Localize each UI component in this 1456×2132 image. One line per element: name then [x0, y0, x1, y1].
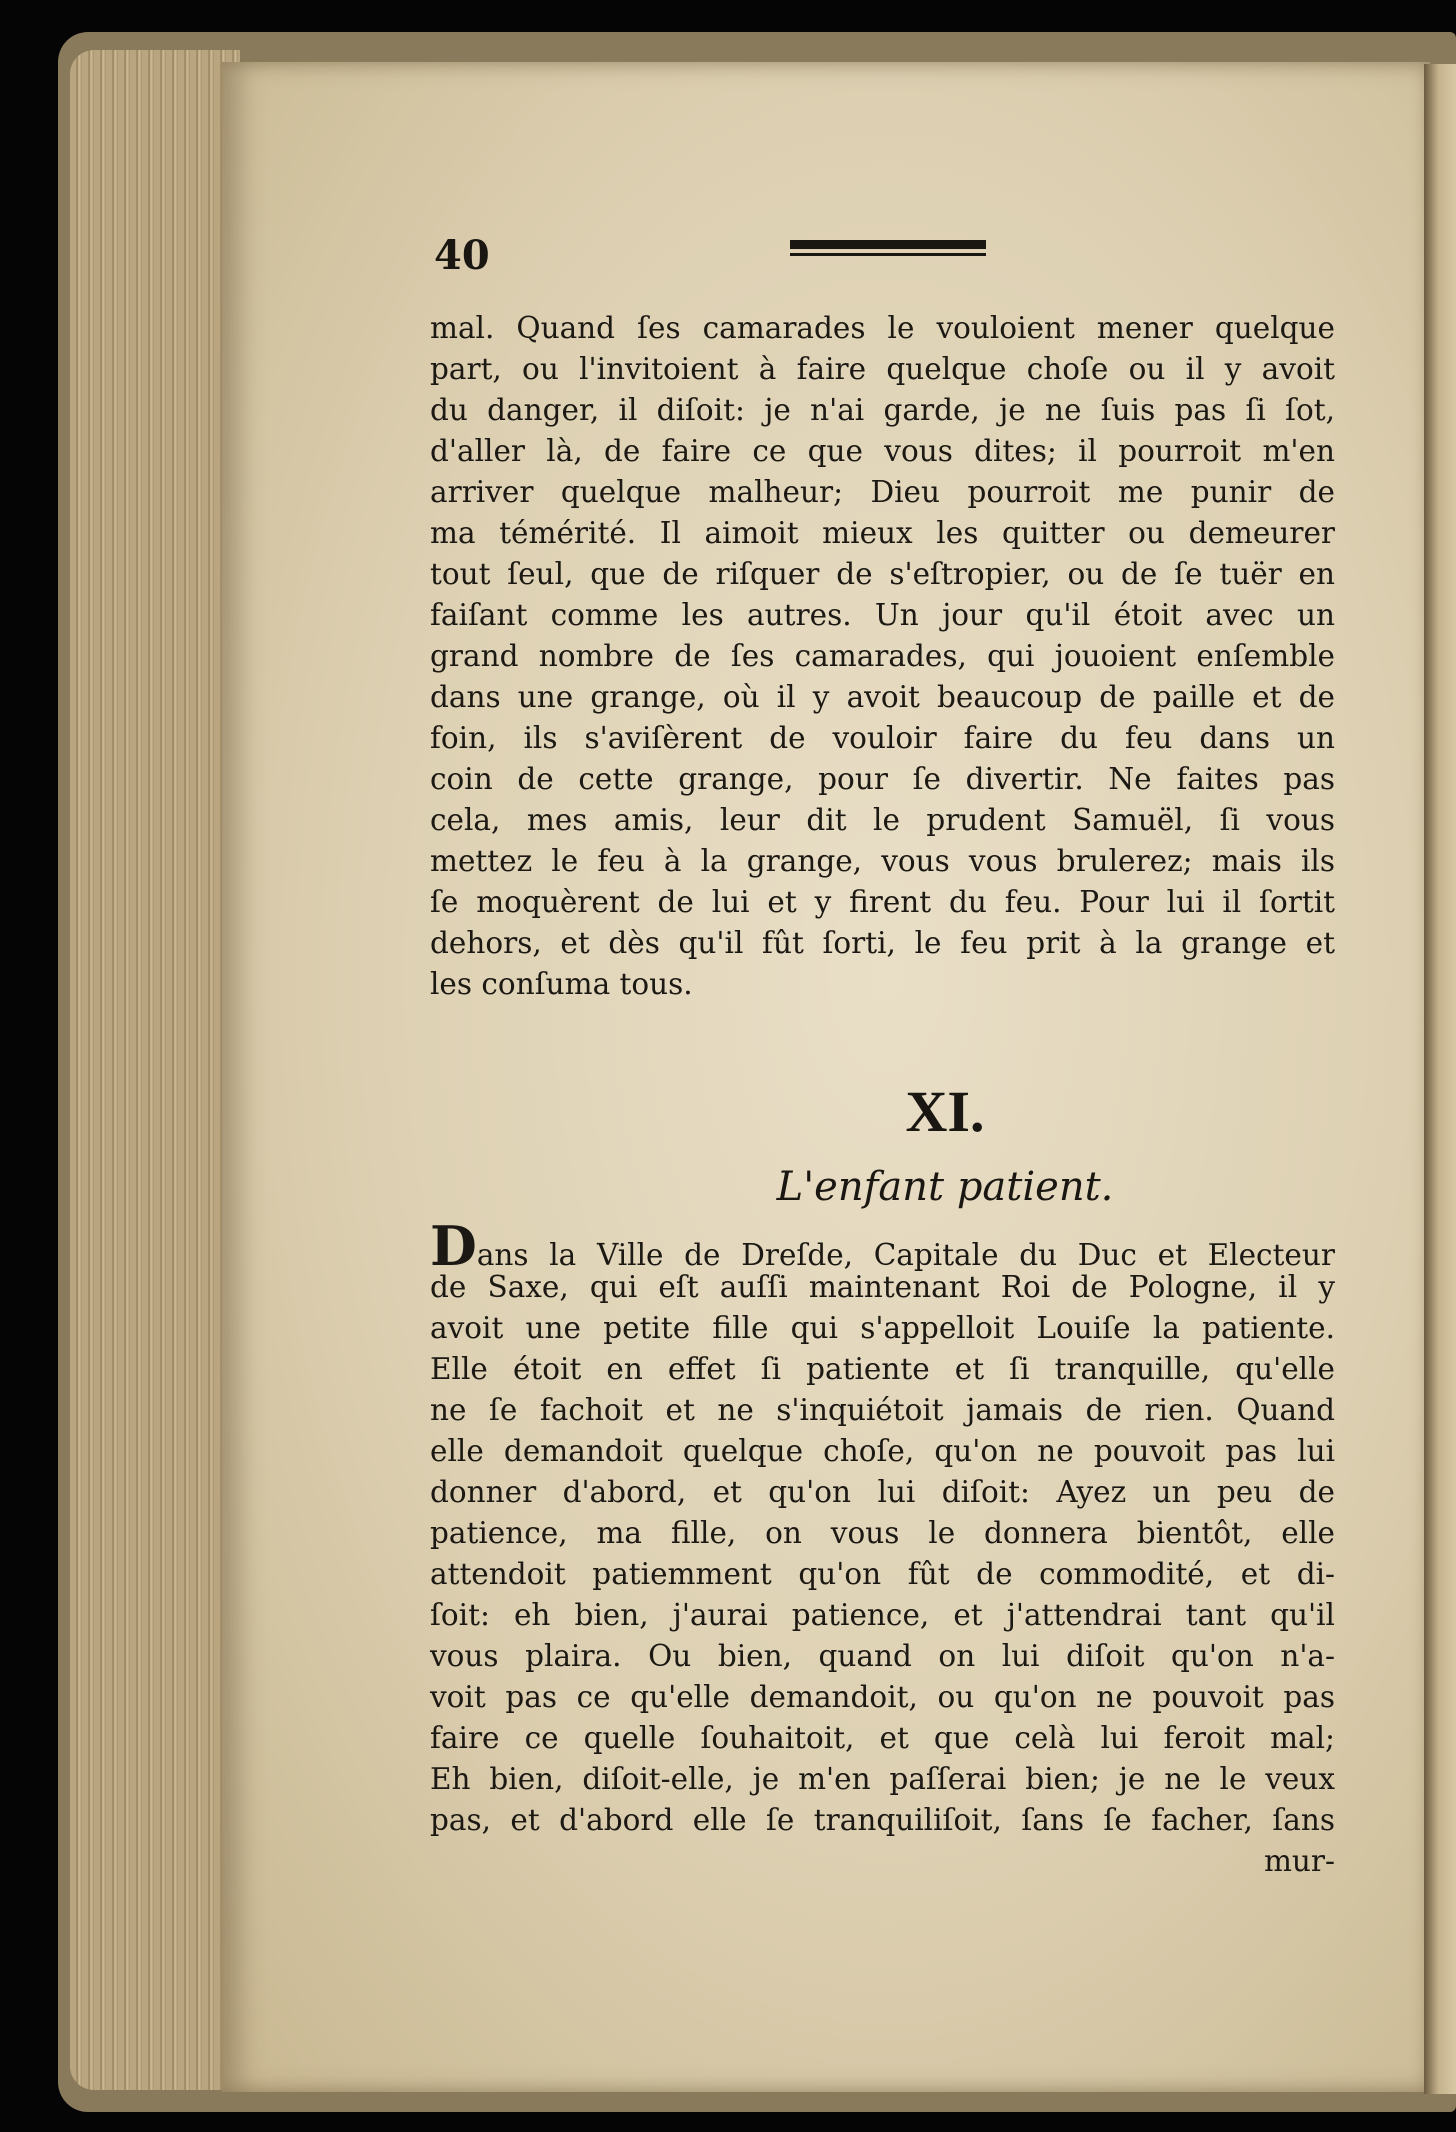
text-line: attendoit patiemment qu'on fût de commodité, et di- — [430, 1557, 1335, 1591]
text-line: de Saxe, qui eſt auſſi maintenant Roi de Pologne, il y — [430, 1270, 1335, 1304]
text-line: ma témérité. Il aimoit mieux les quitter ou demeurer — [430, 516, 1335, 550]
header-rule — [790, 240, 986, 256]
text-line: mal. Quand ſes camarades le vouloient mener quelque — [430, 311, 1335, 345]
text-line: ſoit: eh bien, j'aurai patience, et j'attendrai tant qu'il — [430, 1598, 1335, 1632]
text-line — [430, 1214, 1335, 1278]
text-line: cela, mes amis, leur dit le prudent Samuël, ſi vous — [430, 803, 1335, 837]
text-line: mettez le feu à la grange, vous vous brulerez; mais ils — [430, 844, 1335, 878]
text-line: Elle étoit en effet ſi patiente et ſi tranquille, qu'elle — [430, 1352, 1335, 1386]
text-line: pas, et d'abord elle ſe tranquiliſoit, ſans ſe facher, ſans — [430, 1803, 1335, 1837]
text-line: les conſuma tous. — [430, 967, 693, 1001]
text-line: arriver quelque malheur; Dieu pourroit me punir de — [430, 475, 1335, 509]
text-line: Eh bien, diſoit-elle, je m'en paſſerai bien; je ne le veux — [430, 1762, 1335, 1796]
paragraph-2 — [430, 1214, 1335, 1882]
text-line: coin de cette grange, pour ſe divertir. Ne faites pas — [430, 762, 1335, 796]
drop-cap: D — [430, 1214, 477, 1278]
page-edges — [70, 50, 240, 2090]
text-line: tout ſeul, que de riſquer de s'eſtropier, ou de ſe tuër en — [430, 557, 1335, 591]
text-line: ſe moquèrent de lui et y firent du feu. Pour lui il ſortit — [430, 885, 1335, 919]
text-line: vous plaira. Ou bien, quand on lui diſoit qu'on n'a- — [430, 1639, 1335, 1673]
text-line: elle demandoit quelque choſe, qu'on ne pouvoit pas lui — [430, 1434, 1335, 1468]
text-line: faiſant comme les autres. Un jour qu'il étoit avec un — [430, 598, 1335, 632]
section-number: XI. — [905, 1079, 985, 1144]
first-line-text: ans la Ville de Dreſde, Capitale du Duc et Electeur — [476, 1238, 1335, 1272]
text-line: avoit une petite fille qui s'appelloit Louiſe la patiente. — [430, 1311, 1335, 1345]
text-line: dans une grange, où il y avoit beaucoup de paille et de — [430, 680, 1335, 714]
text-line: dehors, et dès qu'il fût ſorti, le feu prit à la grange et — [430, 926, 1335, 960]
section-title: L'enfant patient. — [776, 1164, 1114, 1210]
text-line: du danger, il diſoit: je n'ai garde, je ne ſuis pas ſi ſot, — [430, 393, 1335, 427]
text-line: d'aller là, de faire ce que vous dites; il pourroit m'en — [430, 434, 1335, 468]
text-line: faire ce quelle ſouhaitoit, et que celà lui feroit mal; — [430, 1721, 1335, 1755]
text-line: ne ſe fachoit et ne s'inquiétoit jamais de rien. Quand — [430, 1393, 1335, 1427]
text-line: voit pas ce qu'elle demandoit, ou qu'on ne pouvoit pas — [430, 1680, 1335, 1714]
paragraph-1 — [430, 308, 1335, 1005]
catchword: mur- — [1263, 1844, 1335, 1878]
text-line: grand nombre de ſes camarades, qui jouoient enſemble — [430, 639, 1335, 673]
page-number: 40 — [434, 232, 490, 279]
text-line: part, ou l'invitoient à faire quelque choſe ou il y avoit — [430, 352, 1335, 386]
text-line: patience, ma fille, on vous le donnera bientôt, elle — [430, 1516, 1335, 1550]
text-line: donner d'abord, et qu'on lui diſoit: Ayez un peu de — [430, 1475, 1335, 1509]
text-line: foin, ils s'aviſèrent de vouloir faire du feu dans un — [430, 721, 1335, 755]
